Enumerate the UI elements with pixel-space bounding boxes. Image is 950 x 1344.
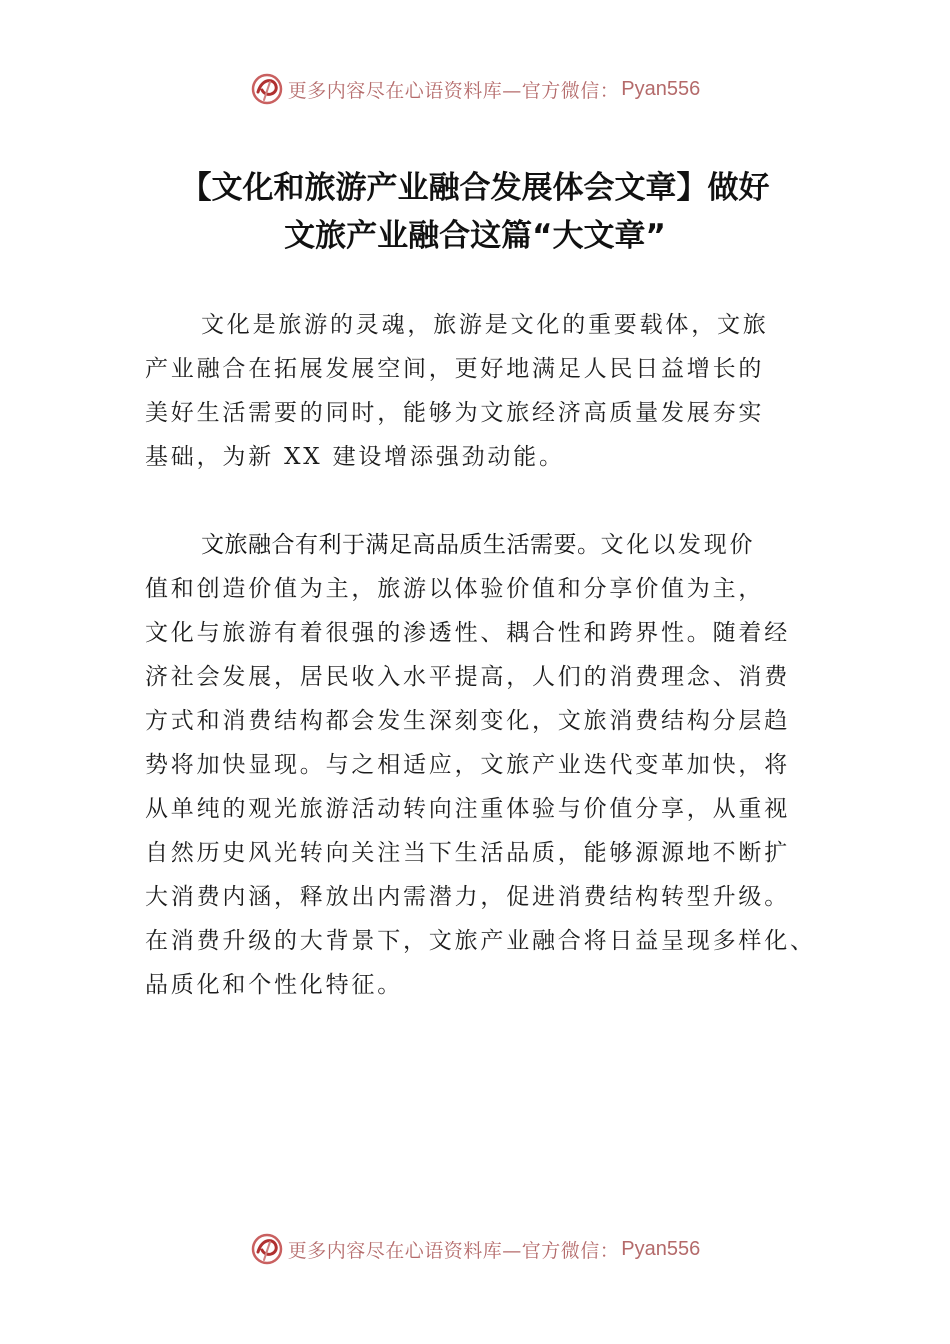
- document-title: [0, 164, 950, 260]
- text-line: 产业融合在拓展发展空间，更好地满足人民日益增长的: [145, 356, 765, 382]
- title-line: 【文化和旅游产业融合发展体会文章】做好: [180, 170, 770, 206]
- text-fragment: 文化以发现价: [600, 532, 756, 558]
- paragraph-lead-sentence: 文旅融合有利于满足高品质生活需要。: [201, 532, 601, 558]
- paragraph-body: [145, 523, 845, 1007]
- text-line: 从单纯的观光旅游活动转向注重体验与价值分享，从重视: [145, 796, 790, 822]
- text-line: 势将加快显现。与之相适应，文旅产业迭代变革加快，将: [145, 752, 790, 778]
- text-line: 文化是旅游的灵魂，旅游是文化的重要载体，文旅: [201, 312, 769, 338]
- text-line: 济社会发展，居民收入水平提高，人们的消费理念、消费: [145, 664, 790, 690]
- swirl-logo-icon: [250, 72, 284, 106]
- text-line: 自然历史风光转向关注当下生活品质，能够源源地不断扩: [145, 840, 790, 866]
- wechat-id: Pyan556: [621, 77, 701, 100]
- text-line: 方式和消费结构都会发生深刻变化，文旅消费结构分层趋: [145, 708, 790, 734]
- banner-text: 更多内容尽在心语资料库—官方微信：: [287, 1239, 620, 1262]
- text-line: 品质化和个性化特征。: [145, 972, 403, 998]
- header-banner: [0, 72, 950, 106]
- title-line: 文旅产业融合这篇“大文章”: [284, 218, 666, 254]
- swirl-logo-icon: [250, 1232, 284, 1266]
- text-line: 值和创造价值为主，旅游以体验价值和分享价值为主，: [145, 576, 765, 602]
- text-line: 基础，为新 XX 建设增添强劲动能。: [145, 444, 565, 470]
- wechat-id: Pyan556: [621, 1237, 701, 1260]
- text-line: [145, 523, 845, 567]
- text-line: 在消费升级的大背景下，文旅产业融合将日益呈现多样化、: [145, 928, 816, 954]
- banner-text: 更多内容尽在心语资料库—官方微信：: [287, 79, 620, 102]
- text-line: 大消费内涵，释放出内需潜力，促进消费结构转型升级。: [145, 884, 790, 910]
- text-line: 美好生活需要的同时，能够为文旅经济高质量发展夯实: [145, 400, 765, 426]
- paragraph-intro: [145, 303, 845, 479]
- text-line: 文化与旅游有着很强的渗透性、耦合性和跨界性。随着经: [145, 620, 790, 646]
- footer-banner: [0, 1232, 950, 1266]
